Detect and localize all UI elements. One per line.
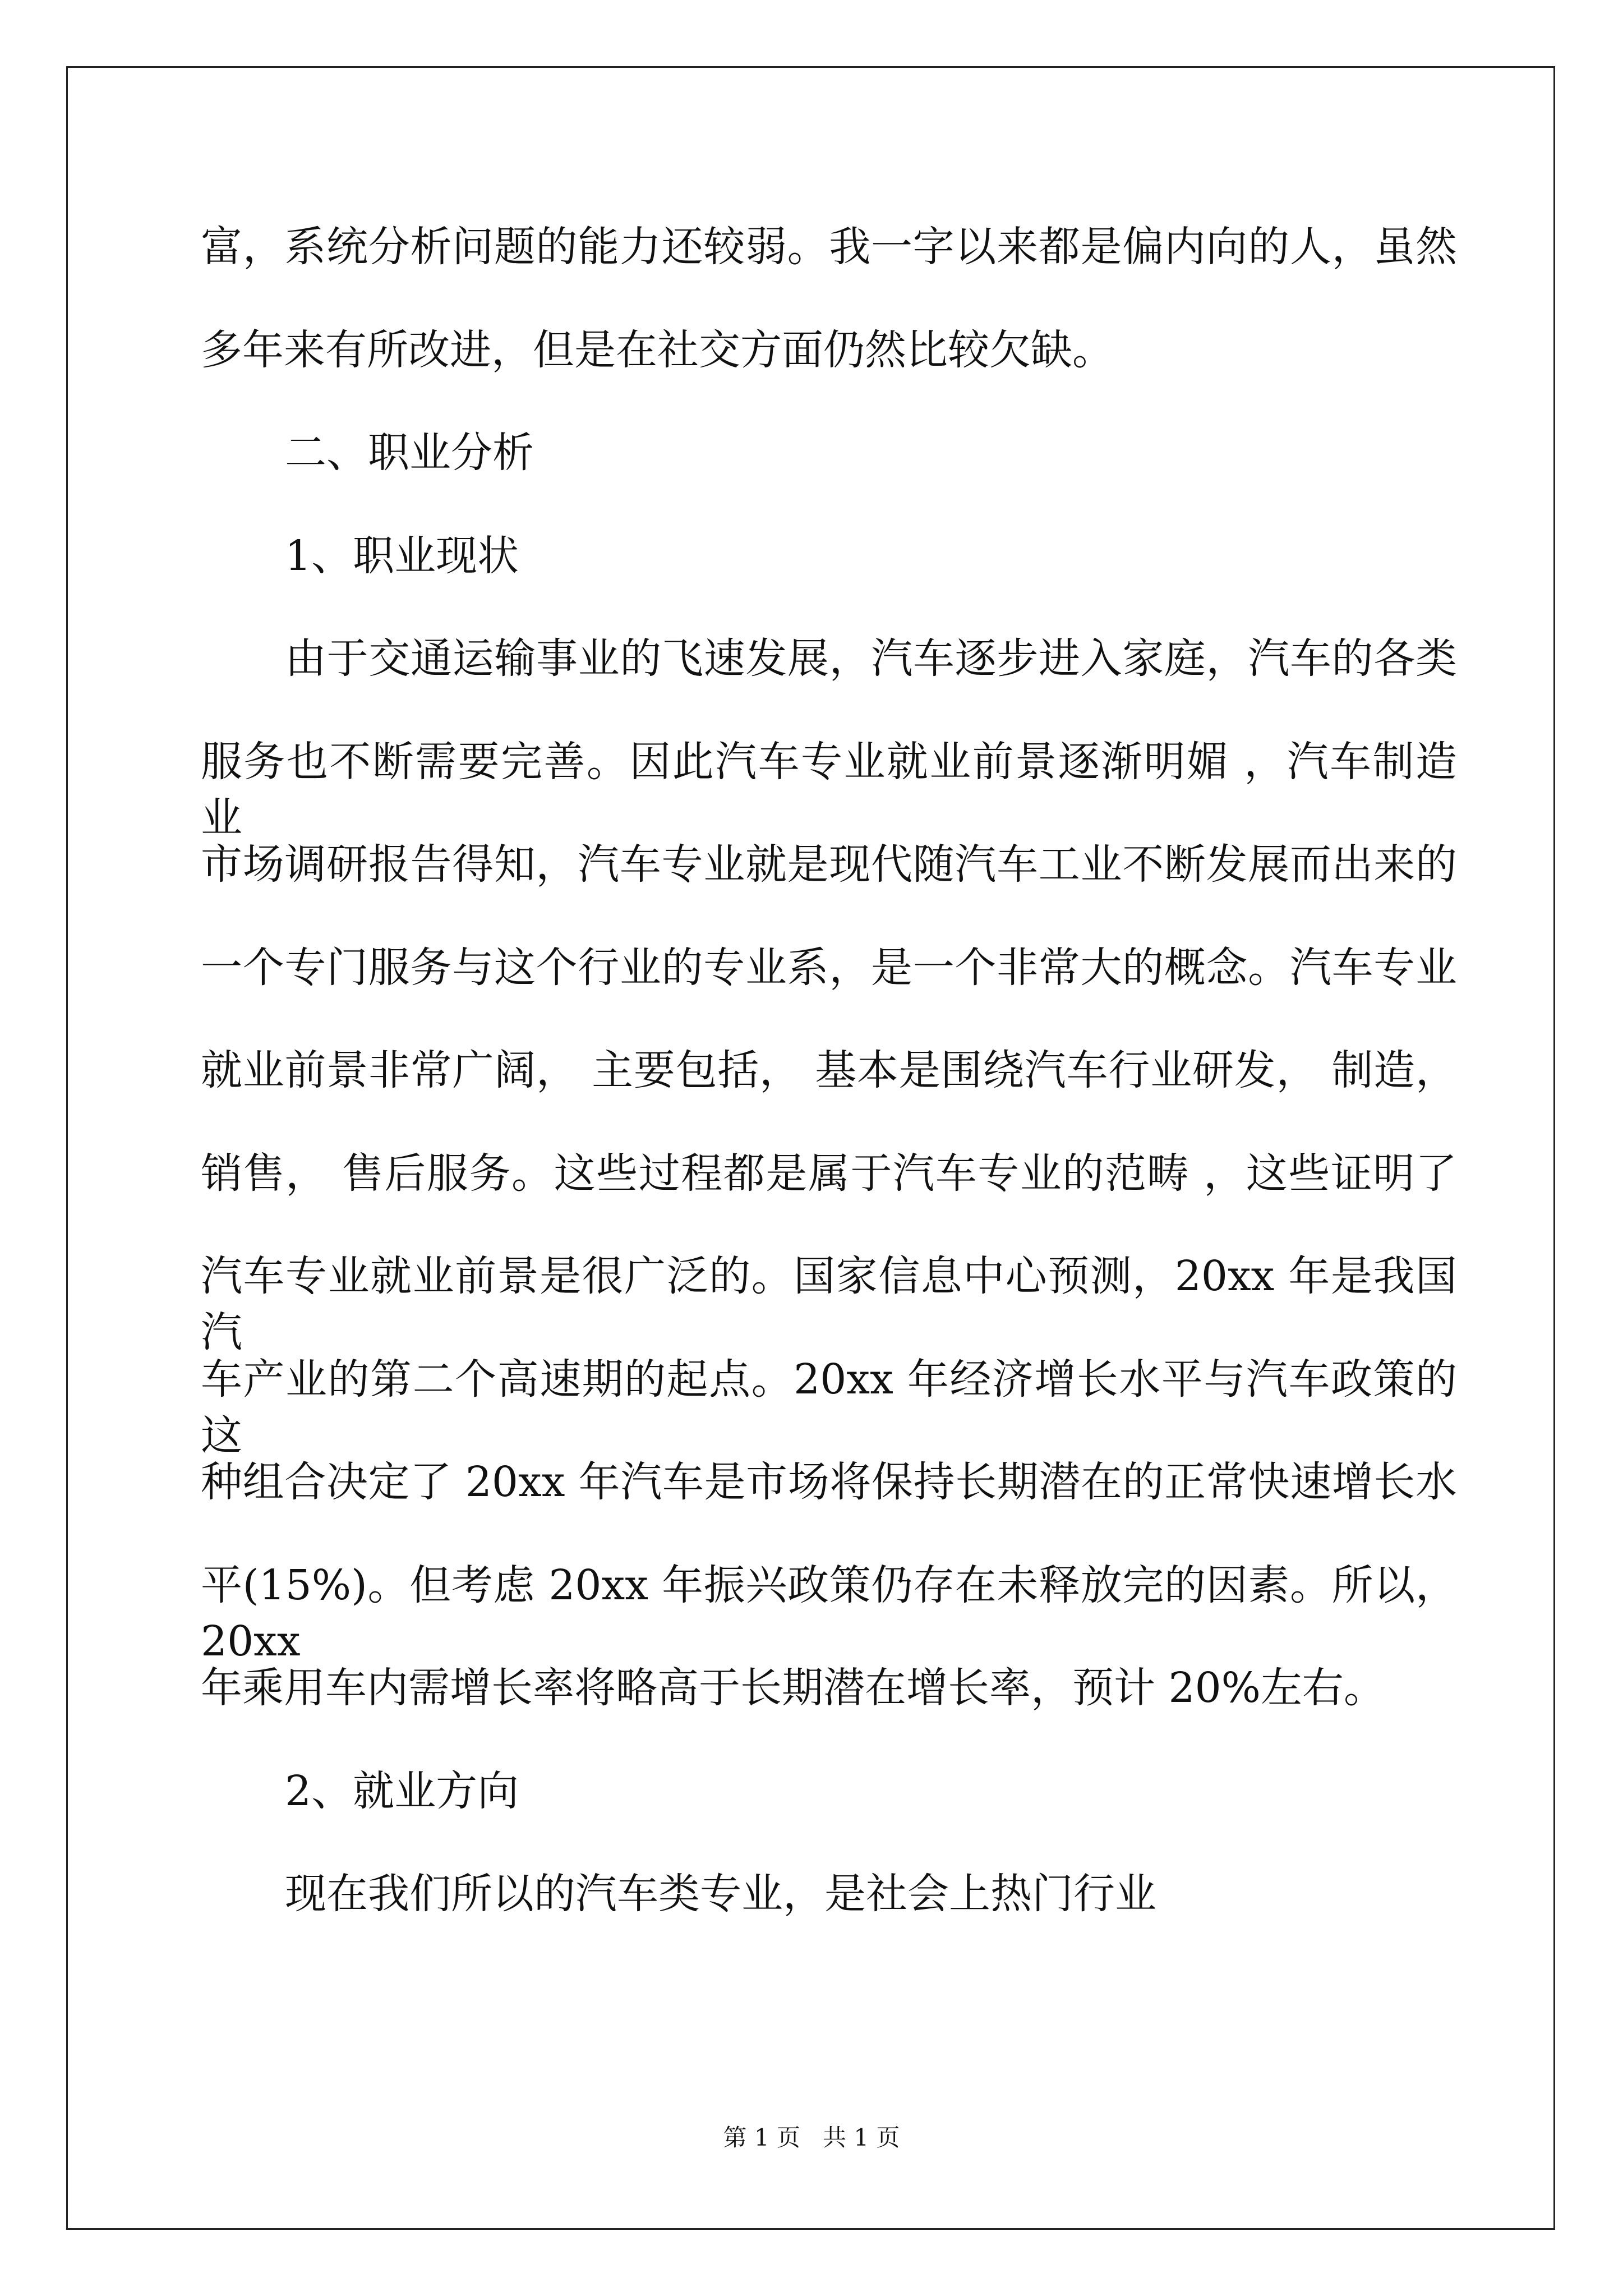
text-line: 年乘用车内需增长率将略高于长期潜在增长率，预计 20%左右。 [201,1664,1385,1712]
text-line: 就业前景非常广阔， 主要包括， 基本是围绕汽车行业研发， 制造， [201,1046,1457,1094]
page-number: 第 1 页 共 1 页 [723,2124,900,2151]
text-line: 平(15%)。但考虑 20xx 年振兴政策仍存在未释放完的因素。所以，20xx [201,1561,1457,1665]
text-line: 一个专门服务与这个行业的专业系，是一个非常大的概念。汽车专业 [201,944,1457,992]
text-line: 富，系统分析问题的能力还较弱。我一字以来都是偏内向的人，虽然 [201,223,1457,271]
text-line: 汽车专业就业前景是很广泛的。国家信息中心预测，20xx 年是我国汽 [201,1252,1457,1356]
text-line: 二、职业分析 [285,429,534,477]
text-line: 1、职业现状 [285,532,519,580]
text-line: 市场调研报告得知，汽车专业就是现代随汽车工业不断发展而出来的 [201,840,1457,889]
text-line: 由于交通运输事业的飞速发展，汽车逐步进入家庭，汽车的各类 [285,634,1457,683]
text-line: 现在我们所以的汽车类专业，是社会上热门行业 [285,1870,1156,1918]
text-line: 服务也不断需要完善。因此汽车专业就业前景逐渐明媚 ，汽车制造业 [201,738,1457,842]
text-line: 多年来有所改进，但是在社交方面仍然比较欠缺。 [201,326,1114,374]
text-line: 2、就业方向 [285,1767,519,1815]
text-line: 车产业的第二个高速期的起点。20xx 年经济增长水平与汽车政策的这 [201,1355,1457,1460]
text-line: 种组合决定了 20xx 年汽车是市场将保持长期潜在的正常快速增长水 [201,1458,1457,1506]
text-line: 销售， 售后服务。这些过程都是属于汽车专业的范畴 ，这些证明了 [201,1149,1457,1198]
